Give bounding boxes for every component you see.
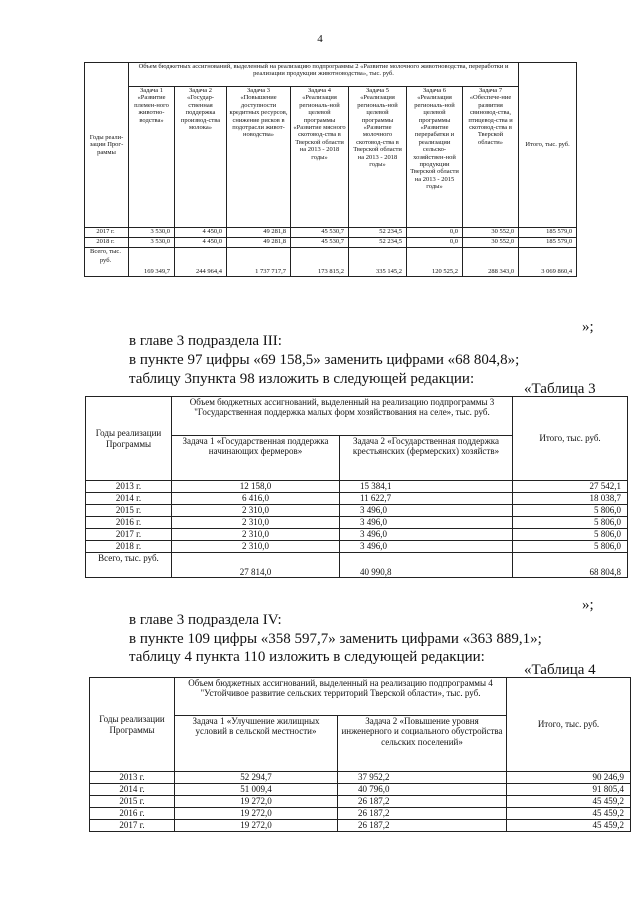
task-header: Задача 5 «Реализация региональ-ной целевой программы «Развитие молочного скотовод-ства в Тверской области на 2013 - 2018 годы» xyxy=(349,87,407,228)
value-cell: 26 187,2 xyxy=(338,796,507,808)
value-cell: 6 416,0 xyxy=(172,493,340,505)
total-cell: 91 805,4 xyxy=(507,784,631,796)
subprogram-3-budget-table xyxy=(85,396,628,578)
total-cell: 5 806,0 xyxy=(513,541,628,553)
total-cell: 45 459,2 xyxy=(507,808,631,820)
value-cell: 49 281,8 xyxy=(227,238,291,248)
total-cell: 185 579,0 xyxy=(519,228,577,238)
table-row xyxy=(86,493,628,505)
value-cell: 12 158,0 xyxy=(172,481,340,493)
table-row xyxy=(86,481,628,493)
value-cell: 4 450,0 xyxy=(175,228,227,238)
task-header: Задача 6 «Реализация региональ-ной целевой программы «Развитие перерабатки и реализации сельско-хозяйствен-ной продукции Тверской области на 2013 - 2015 годы» xyxy=(407,87,463,228)
total-cell: 27 542,1 xyxy=(513,481,628,493)
year-cell: 2018 г. xyxy=(86,541,172,553)
value-cell: 26 187,2 xyxy=(338,808,507,820)
year-cell: 2016 г. xyxy=(90,808,175,820)
value-cell: 2 310,0 xyxy=(172,529,340,541)
table-row xyxy=(90,784,631,796)
closing-quote: »; xyxy=(582,319,594,335)
value-cell: 11 622,7 xyxy=(340,493,513,505)
value-cell: 45 530,7 xyxy=(291,238,349,248)
closing-quote: »; xyxy=(582,597,594,613)
table-row xyxy=(86,529,628,541)
table-label: «Таблица 4 xyxy=(524,662,596,678)
table-row xyxy=(85,228,577,238)
task-header: Задача 1 «Развитие племен-ного животно-водства» xyxy=(129,87,175,228)
table-row xyxy=(86,517,628,529)
value-cell: 30 552,0 xyxy=(463,238,519,248)
table-title: Объем бюджетных ассигнований, выделенный на реализацию подпрограммы 4 "Устойчивое развитие сельских территорий Тверской области», тыс. руб. xyxy=(175,678,507,716)
value-cell: 40 796,0 xyxy=(338,784,507,796)
total-header: Итого, тыс. руб. xyxy=(519,63,577,228)
task-header: Задача 2 «Государственная поддержка крестьянских (фермерских) хозяйств» xyxy=(340,436,513,481)
value-cell: 2 310,0 xyxy=(172,517,340,529)
total-cell: 68 804,8 xyxy=(513,553,628,578)
value-cell: 52 294,7 xyxy=(175,772,338,784)
value-cell: 1 737 717,7 xyxy=(227,248,291,277)
year-cell: 2018 г. xyxy=(85,238,129,248)
years-header: Годы реализации Программы xyxy=(90,678,175,772)
value-cell: 4 450,0 xyxy=(175,238,227,248)
value-cell: 15 384,1 xyxy=(340,481,513,493)
value-cell: 0,0 xyxy=(407,228,463,238)
value-cell: 3 530,0 xyxy=(129,228,175,238)
value-cell: 0,0 xyxy=(407,238,463,248)
total-cell: 3 069 860,4 xyxy=(519,248,577,277)
value-cell: 37 952,2 xyxy=(338,772,507,784)
task-header: Задача 7 «Обеспече-ние развития свиновод-ства, птицевод-ства и скотовод-ства в Тверской области» xyxy=(463,87,519,228)
year-cell: 2016 г. xyxy=(86,517,172,529)
table-title: Объем бюджетных ассигнований, выделенный на реализацию подпрограммы 3 "Государственная поддержка малых форм хозяйствования на селе», тыс. руб. xyxy=(172,397,513,436)
value-cell: 49 281,8 xyxy=(227,228,291,238)
page-number: 4 xyxy=(317,33,323,45)
value-cell: 335 145,2 xyxy=(349,248,407,277)
task-header: Задача 2 «Повышение уровня инженерного и социального обустройства сельских поселений» xyxy=(338,716,507,772)
subprogram-4-budget-table xyxy=(89,677,631,832)
value-cell: 3 530,0 xyxy=(129,238,175,248)
task-header: Задача 1 «Улучшение жилищных условий в сельской местности» xyxy=(175,716,338,772)
value-cell: 40 990,8 xyxy=(340,553,513,578)
table-title: Объем бюджетных ассигнований, выделенный на реализацию подпрограммы 2 «Развитие молочного животноводства, переработки и реализации продукции животноводства», тыс. руб. xyxy=(129,63,519,87)
paragraph-line: таблицу 3пункта 98 изложить в следующей редакции: xyxy=(129,371,475,387)
year-cell: 2013 г. xyxy=(90,772,175,784)
years-header: Годы реализации Программы xyxy=(86,397,172,481)
table-row xyxy=(86,505,628,517)
table-row xyxy=(90,796,631,808)
total-cell: 185 579,0 xyxy=(519,238,577,248)
task-header: Задача 3 «Повышение доступности кредитных ресурсов, снижение рисков в подотрасли живот-новодства» xyxy=(227,87,291,228)
table-row xyxy=(90,820,631,832)
value-cell: 3 496,0 xyxy=(340,541,513,553)
total-row xyxy=(85,248,577,277)
value-cell: 2 310,0 xyxy=(172,505,340,517)
paragraph-line: в главе 3 подраздела IV: xyxy=(129,612,282,628)
value-cell: 3 496,0 xyxy=(340,529,513,541)
year-cell: 2017 г. xyxy=(85,228,129,238)
value-cell: 19 272,0 xyxy=(175,808,338,820)
value-cell: 19 272,0 xyxy=(175,796,338,808)
total-cell: 5 806,0 xyxy=(513,529,628,541)
value-cell: 2 310,0 xyxy=(172,541,340,553)
value-cell: 51 009,4 xyxy=(175,784,338,796)
value-cell: 173 815,2 xyxy=(291,248,349,277)
table-row xyxy=(86,541,628,553)
year-cell: 2017 г. xyxy=(90,820,175,832)
value-cell: 27 814,0 xyxy=(172,553,340,578)
table-row xyxy=(90,808,631,820)
year-cell: 2013 г. xyxy=(86,481,172,493)
total-header: Итого, тыс. руб. xyxy=(513,397,628,481)
subprogram-2-budget-table xyxy=(84,62,577,277)
task-header: Задача 2 «Государ-ственная поддержка производ-ства молока» xyxy=(175,87,227,228)
table-row xyxy=(85,238,577,248)
total-cell: 18 038,7 xyxy=(513,493,628,505)
value-cell: 52 234,5 xyxy=(349,238,407,248)
value-cell: 288 343,0 xyxy=(463,248,519,277)
value-cell: 120 525,2 xyxy=(407,248,463,277)
table-row xyxy=(90,772,631,784)
year-cell: 2015 г. xyxy=(86,505,172,517)
value-cell: 52 234,5 xyxy=(349,228,407,238)
value-cell: 45 530,7 xyxy=(291,228,349,238)
year-cell: 2014 г. xyxy=(90,784,175,796)
total-label: Всего, тыс. руб. xyxy=(85,248,129,277)
value-cell: 3 496,0 xyxy=(340,505,513,517)
value-cell: 3 496,0 xyxy=(340,517,513,529)
paragraph-line: в главе 3 подраздела III: xyxy=(129,333,282,349)
total-cell: 45 459,2 xyxy=(507,796,631,808)
total-row xyxy=(86,553,628,578)
paragraph-line: таблицу 4 пункта 110 изложить в следующей редакции: xyxy=(129,649,485,665)
year-cell: 2017 г. xyxy=(86,529,172,541)
year-cell: 2014 г. xyxy=(86,493,172,505)
value-cell: 169 349,7 xyxy=(129,248,175,277)
years-header: Годы реали-зации Прог-раммы xyxy=(85,63,129,228)
total-label: Всего, тыс. руб. xyxy=(86,553,172,578)
paragraph-line: в пункте 109 цифры «358 597,7» заменить цифрами «363 889,1»; xyxy=(129,631,542,647)
value-cell: 244 964,4 xyxy=(175,248,227,277)
total-cell: 5 806,0 xyxy=(513,505,628,517)
value-cell: 30 552,0 xyxy=(463,228,519,238)
value-cell: 19 272,0 xyxy=(175,820,338,832)
total-cell: 5 806,0 xyxy=(513,517,628,529)
total-header: Итого, тыс. руб. xyxy=(507,678,631,772)
paragraph-line: в пункте 97 цифры «69 158,5» заменить цифрами «68 804,8»; xyxy=(129,352,520,368)
task-header: Задача 1 «Государственная поддержка начинающих фермеров» xyxy=(172,436,340,481)
table-label: «Таблица 3 xyxy=(524,381,596,397)
task-header: Задача 4 «Реализация региональ-ной целевой программы «Развитие мясного скотовод-ства в Тверской области на 2013 - 2018 годы» xyxy=(291,87,349,228)
total-cell: 45 459,2 xyxy=(507,820,631,832)
total-cell: 90 246,9 xyxy=(507,772,631,784)
year-cell: 2015 г. xyxy=(90,796,175,808)
value-cell: 26 187,2 xyxy=(338,820,507,832)
